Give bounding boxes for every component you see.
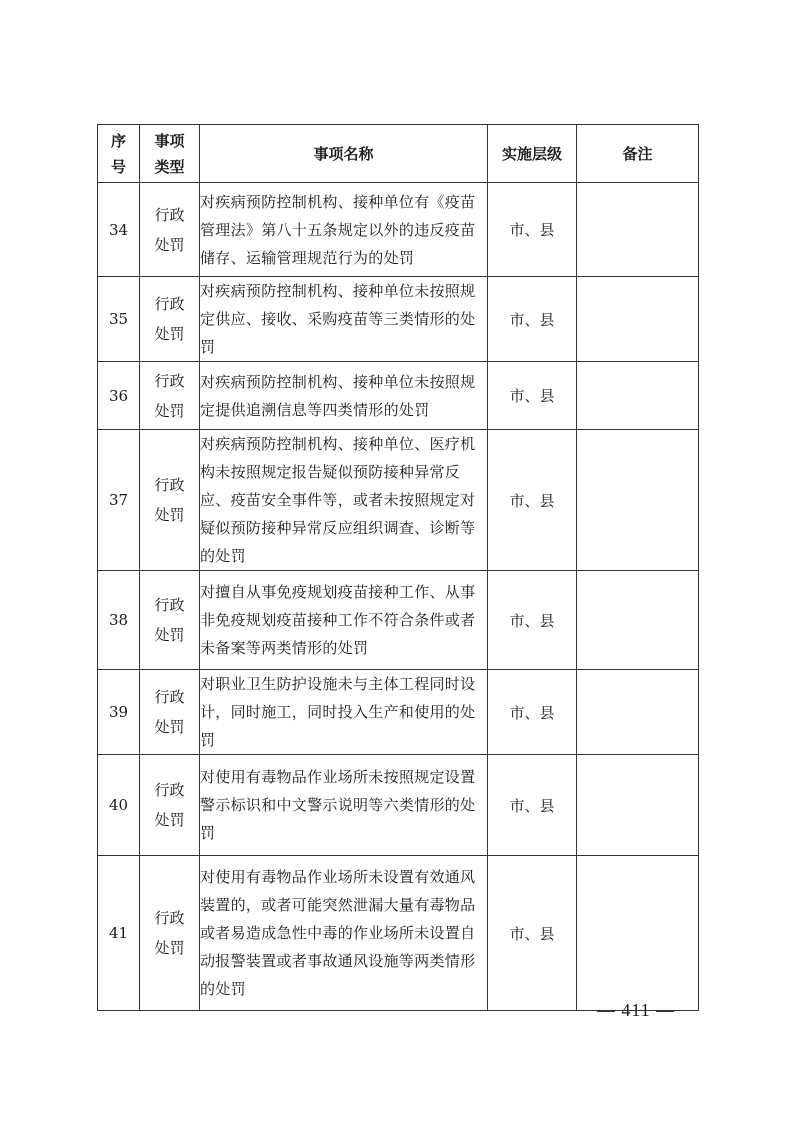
row-type-line1: 行政 [154,596,185,614]
row-type-line2: 处罚 [154,506,185,524]
row-note [577,362,699,430]
row-type [140,183,200,277]
row-note [577,430,699,571]
row-number: 40 [98,755,140,856]
row-type-line2: 处罚 [154,718,185,736]
row-name: 对使用有毒物品作业场所未按照规定设置警示标识和中文警示说明等六类情形的处罚 [200,755,488,856]
row-type-line2: 处罚 [154,401,185,420]
row-note [577,571,699,670]
table-row [98,277,699,362]
row-name: 对疾病预防控制机构、接种单位未按照规定提供追溯信息等四类情形的处罚 [200,362,488,430]
row-number: 34 [98,183,140,277]
row-type-line1: 行政 [154,476,185,494]
row-type-line1: 行政 [154,688,185,706]
row-type-line2: 处罚 [154,626,185,644]
row-number: 37 [98,430,140,571]
row-type [140,856,200,1011]
header-note: 备注 [577,125,699,183]
row-type [140,670,200,755]
row-level: 市、县 [488,755,577,856]
row-type-line1: 行政 [154,909,185,927]
row-number: 38 [98,571,140,670]
row-note [577,755,699,856]
row-type-line1: 行政 [154,295,185,313]
row-type [140,430,200,571]
header-level: 实施层级 [488,125,577,183]
row-note [577,670,699,755]
row-name: 对使用有毒物品作业场所未设置有效通风装置的，或者可能突然泄漏大量有毒物品或者易造成急性中毒的作业场所未设置自动报警装置或者事故通风设施等两类情形的处罚 [200,856,488,1011]
row-name: 对疾病预防控制机构、接种单位有《疫苗管理法》第八十五条规定以外的违反疫苗储存、运输管理规范行为的处罚 [200,183,488,277]
row-type-line1: 行政 [154,371,185,390]
page-number: — 411 — [596,1000,676,1020]
row-type [140,277,200,362]
row-type [140,755,200,856]
row-level: 市、县 [488,362,577,430]
table-row [98,571,699,670]
table-row [98,430,699,571]
row-type [140,571,200,670]
row-level: 市、县 [488,670,577,755]
table-row [98,670,699,755]
row-note [577,856,699,1011]
table-row [98,755,699,856]
row-type-line1: 行政 [154,781,185,799]
row-level: 市、县 [488,430,577,571]
row-name: 对擅自从事免疫规划疫苗接种工作、从事非免疫规划疫苗接种工作不符合条件或者未备案等两类情形的处罚 [200,571,488,670]
row-level: 市、县 [488,856,577,1011]
row-note [577,183,699,277]
row-note [577,277,699,362]
row-type-line1: 行政 [154,205,185,224]
header-seq-line1: 序 [110,131,126,150]
header-seq-line2: 号 [110,157,126,176]
row-name: 对职业卫生防护设施未与主体工程同时设计，同时施工，同时投入生产和使用的处罚 [200,670,488,755]
row-name: 对疾病预防控制机构、接种单位、医疗机构未按照规定报告疑似预防接种异常反应、疫苗安全事件等，或者未按照规定对疑似预防接种异常反应组织调查、诊断等的处罚 [200,430,488,571]
row-level: 市、县 [488,277,577,362]
row-type-line2: 处罚 [154,939,185,957]
header-type-line1: 事项 [154,131,185,150]
row-number: 36 [98,362,140,430]
row-type [140,362,200,430]
header-name: 事项名称 [200,125,488,183]
row-level: 市、县 [488,183,577,277]
row-number: 35 [98,277,140,362]
table-row [98,183,699,277]
row-level: 市、县 [488,571,577,670]
matters-table [97,124,699,1011]
header-type [140,125,200,183]
row-type-line2: 处罚 [154,325,185,343]
row-name: 对疾病预防控制机构、接种单位未按照规定供应、接收、采购疫苗等三类情形的处罚 [200,277,488,362]
row-number: 41 [98,856,140,1011]
header-seq [98,125,140,183]
table-header-row [98,125,699,183]
table-row [98,362,699,430]
table-row [98,856,699,1011]
header-type-line2: 类型 [154,157,185,176]
row-type-line2: 处罚 [154,235,185,254]
row-number: 39 [98,670,140,755]
row-type-line2: 处罚 [154,811,185,829]
